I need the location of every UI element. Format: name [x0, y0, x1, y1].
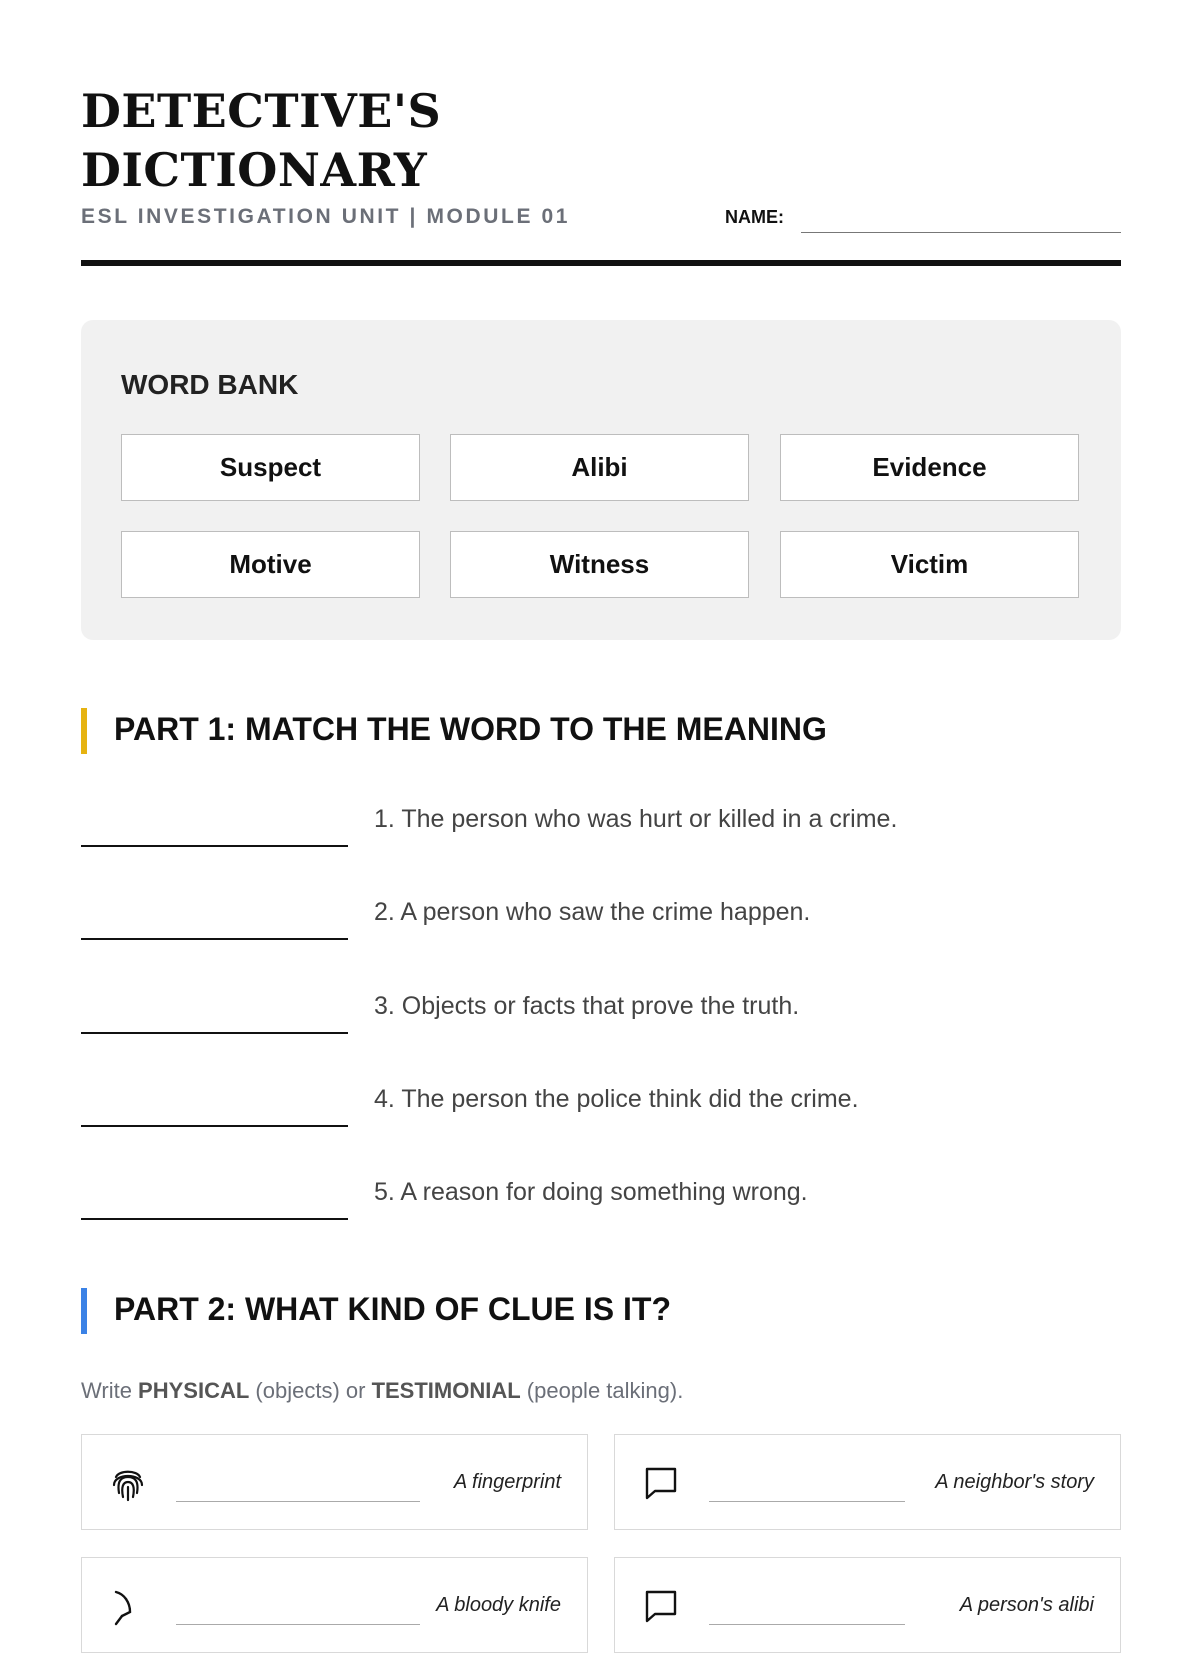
word-bank-item: Victim [780, 531, 1079, 598]
answer-blank[interactable] [81, 845, 348, 847]
answer-blank[interactable] [81, 1218, 348, 1220]
match-row [81, 988, 1121, 1038]
clue-text: A bloody knife [436, 1594, 561, 1616]
instruction-prefix: Write [81, 1378, 139, 1403]
answer-blank[interactable] [81, 1125, 348, 1127]
speech-bubble-icon [641, 1463, 681, 1503]
part2-instruction [81, 1378, 683, 1404]
knife-icon [108, 1586, 148, 1626]
match-row [81, 894, 1121, 944]
clue-card [614, 1434, 1121, 1530]
answer-blank[interactable] [709, 1624, 905, 1625]
part1-title: PART 1: MATCH THE WORD TO THE MEANING [114, 711, 827, 747]
name-label: NAME: [725, 207, 784, 227]
clue-card [81, 1557, 588, 1653]
page-title [81, 82, 441, 200]
clue-card [614, 1557, 1121, 1653]
answer-blank[interactable] [176, 1624, 420, 1625]
word-bank-item: Alibi [450, 434, 749, 501]
answer-blank[interactable] [81, 938, 348, 940]
speech-bubble-icon [641, 1586, 681, 1626]
instruction-physical: PHYSICAL [138, 1378, 250, 1403]
answer-blank[interactable] [709, 1501, 905, 1502]
header-divider [81, 260, 1121, 266]
title-line-1: DETECTIVE'S [81, 84, 442, 138]
answer-blank[interactable] [81, 1032, 348, 1034]
word-bank-title: WORD BANK [121, 369, 299, 400]
part2-accent-bar [81, 1288, 87, 1334]
word-bank [81, 320, 1121, 640]
title-line-2: DICTIONARY [81, 143, 428, 197]
fingerprint-icon [108, 1463, 148, 1503]
definition-text: 2. A person who saw the crime happen. [374, 898, 811, 926]
definition-text: 5. A reason for doing something wrong. [374, 1178, 808, 1206]
word-bank-item: Motive [121, 531, 420, 598]
clue-card [81, 1434, 588, 1530]
clue-text: A person's alibi [959, 1594, 1094, 1616]
definition-text: 1. The person who was hurt or killed in a crime. [374, 805, 898, 833]
answer-blank[interactable] [176, 1501, 420, 1502]
subtitle: ESL INVESTIGATION UNIT | MODULE 01 [81, 205, 571, 228]
definition-text: 4. The person the police think did the crime. [374, 1085, 859, 1113]
part2-title: PART 2: WHAT KIND OF CLUE IS IT? [114, 1291, 671, 1327]
name-field[interactable] [801, 232, 1121, 233]
instruction-middle: (objects) or [249, 1378, 372, 1403]
word-bank-item: Witness [450, 531, 749, 598]
instruction-suffix: (people talking). [520, 1378, 684, 1403]
clue-text: A neighbor's story [935, 1471, 1094, 1493]
clue-text: A fingerprint [453, 1471, 561, 1493]
word-bank-item: Suspect [121, 434, 420, 501]
match-row [81, 1081, 1121, 1131]
definition-text: 3. Objects or facts that prove the truth. [374, 992, 800, 1020]
instruction-testimonial: TESTIMONIAL [371, 1378, 521, 1403]
word-bank-item: Evidence [780, 434, 1079, 501]
match-row [81, 1174, 1121, 1224]
part1-accent-bar [81, 708, 87, 754]
match-row [81, 801, 1121, 851]
